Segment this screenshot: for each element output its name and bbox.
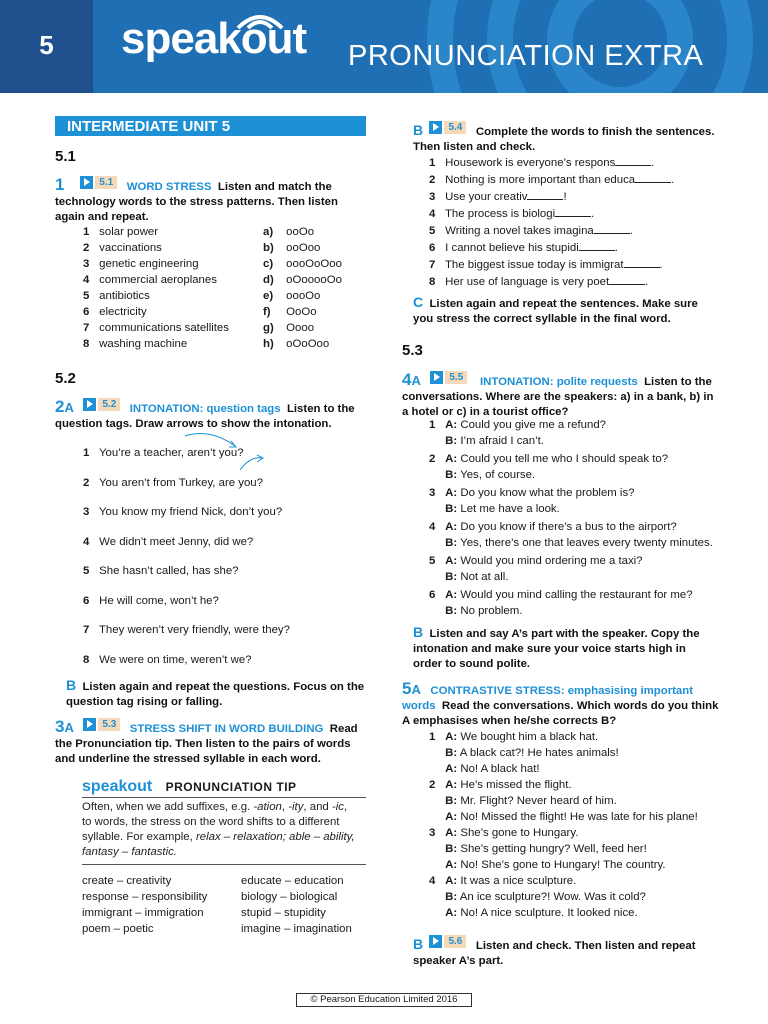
audio-track-button[interactable]: 5.6 (429, 935, 466, 948)
unit-banner: INTERMEDIATE UNIT 5 (55, 116, 366, 136)
play-icon (429, 121, 442, 134)
audio-track-button[interactable]: 5.1 (80, 176, 117, 189)
speakout-logo-small: speakout (82, 778, 153, 795)
question-tag-list: 1 You’re a teacher, aren’t you? 2 You aren’t from Turkey, are you? 3 You know my friend Nick, don’t you? 4 We didn’t meet Jenny, did we? 5 She hasn’t called, has she? 6 He will come, won’t he? 7 They weren’t very friendly, were they? 8 We were on time, weren’t we? (83, 447, 290, 666)
word-pairs-right: educate – education biology – biological stupid – stupidity imagine – imagination (241, 875, 352, 935)
exercise-5a: 5A CONTRASTIVE STRESS: emphasising important words Read the conversations. Which words do you think A emphasises when he/she corrects B? (402, 679, 719, 727)
play-icon (80, 176, 93, 189)
word-pairs-left: create – creativity response – responsibility immigrant – immigration poem – poetic (82, 875, 208, 935)
section-heading-5-2: 5.2 (55, 370, 76, 387)
answer-blank[interactable] (624, 256, 660, 268)
play-icon (83, 398, 96, 411)
exercise-instructions: Listen to the question tags. Draw arrows to show the intonation. (55, 403, 355, 430)
pronunciation-tip-header (82, 778, 297, 796)
logo-arc-icon (230, 10, 290, 30)
page-header (0, 0, 768, 93)
polite-requests-dialogs: 1 A: Could you give me a refund? B: I’m afraid I can’t. 2 A: Could you tell me who I should speak to? B: Yes, of course. 3 A: Do you know what the problem is? B: Let me have a look. 4 A: Do you know if there’s a bus to the airport? B: Yes, there’s one that leaves every twenty minutes. 5 A: Would you mind ordering me a taxi? B: Not at all. 6 A: Would you mind calling the restaurant for me? B: No problem. (429, 419, 713, 617)
section-heading-5-3: 5.3 (402, 342, 423, 359)
tip-title: PRONUNCIATION TIP (165, 780, 297, 794)
pronunciation-tip-text: Often, when we add suffixes, e.g. -ation, -ity, and -ic, to words, the stress on the word shifts to a different syllable. For example, relax – relaxation; able – ability, fantasy – fantastic. (82, 801, 355, 858)
exercise-2a: 2A 5.2 INTONATION: question tags Listen to the question tags. Draw arrows to show the intonation. (55, 397, 355, 430)
tip-rule-bottom (82, 864, 366, 865)
answer-blank[interactable] (555, 205, 591, 217)
exercise-2b: B Listen again and repeat the questions. Focus on the question tag rising or falling. (66, 677, 365, 708)
play-icon (429, 935, 442, 948)
answer-blank[interactable] (635, 171, 671, 183)
section-heading-5-1: 5.1 (55, 148, 76, 165)
exercise-topic: INTONATION: question tags (129, 403, 281, 415)
answer-blank[interactable] (579, 239, 615, 251)
tip-rule-top (82, 797, 366, 798)
exercise-topic: WORD STRESS (126, 181, 212, 193)
audio-track-button[interactable]: 5.2 (83, 398, 120, 411)
answer-blank[interactable] (527, 188, 563, 200)
exercise-1 (55, 176, 367, 225)
exercise-4b-completion: B 5.4 Complete the words to finish the sentences. Then listen and check. (413, 122, 715, 153)
audio-track-button[interactable]: 5.4 (429, 121, 466, 134)
stress-pattern-list: a) ooOo b) ooOoo c) oooOoOoo d) oOooooOo e) oooOo f) OoOo g) Oooo h) oOoOoo (263, 226, 342, 350)
answer-blank[interactable] (615, 154, 651, 166)
exercise-4c: C Listen again and repeat the sentences. Make sure you stress the correct syllable in the final word. (413, 294, 698, 325)
answer-blank[interactable] (609, 273, 645, 285)
header-title: PRONUNCIATION EXTRA (348, 40, 704, 72)
exercise-5b: B 5.6 Listen and check. Then listen and repeat speaker A’s part. (413, 936, 696, 967)
word-list: 1 solar power 2 vaccinations 3 genetic engineering 4 commercial aeroplanes 5 antibiotics 6 electricity 7 communications satellites 8 washing machine (83, 226, 229, 350)
copyright-footer: © Pearson Education Limited 2016 (296, 993, 472, 1007)
exercise-number: 1 (55, 175, 65, 194)
audio-track-button[interactable]: 5.5 (430, 371, 467, 384)
audio-track-button[interactable]: 5.3 (83, 718, 120, 731)
exercise-4b-repeat: B Listen and say A’s part with the speaker. Copy the intonation and make sure your voice starts high in order to sound polite. (413, 624, 700, 670)
answer-blank[interactable] (594, 222, 630, 234)
play-icon (430, 371, 443, 384)
exercise-3a: 3A 5.3 STRESS SHIFT IN WORD BUILDING Read the Pronunciation tip. Then listen to the pairs of words and underline the stressed syllable in each word. (55, 717, 358, 765)
contrastive-stress-dialogs: 1 A: We bought him a black hat. B: A black cat?! He hates animals! A: No! A black hat! 2 A: He’s missed the flight. B: Mr. Flight? Never heard of him. A: No! Missed the flight! He was late for his plane! 3 A: She’s gone to Hungary. B: She’s getting hungry? Well, feed her! A: No! She’s gone to Hungary! The country. 4 A: It was a nice sculpture. B: An ice sculpture?! Wow. Was it cold? A: No! A nice sculpture. It looked nice. (429, 731, 698, 919)
speakout-logo: speakout (121, 14, 307, 63)
completion-list: 1 Housework is everyone’s respons . 2 Nothing is more important than educa . 3 Use your creativ ! 4 The process is biologi . 5 Writing a novel takes imagina . 6 I cannot believe his stupidi . 7 The biggest issue today is immigrat . 8 Her use of language is very poet . (429, 154, 719, 290)
exercise-number: 2 (55, 397, 65, 416)
unit-number: 5 (0, 0, 93, 93)
exercise-instructions: Listen and match the technology words to the stress patterns. Then listen again and repeat. (55, 181, 338, 223)
play-icon (83, 718, 96, 731)
exercise-4a: 4A 5.5 INTONATION: polite requests Listen to the conversations. Where are the speakers: a) in a bank, b) in a hotel or c) in a tourist office? (402, 370, 714, 418)
